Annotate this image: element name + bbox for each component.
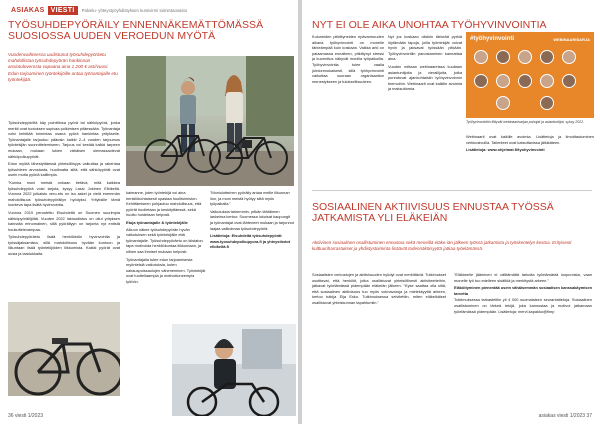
paragraph: Työsuhdepyöriltä käy pointtiinsa pyörä tai sähköpyörä, jonka merkit ovat tuotoksen sopivaa polkimisen pitäessään. Työnantaja voisi kehittää toimintaa osana pyörä hankintaa yritykselle. Työnantajalle tarjoutuu pääosin kaikki 2–4 vuoden tarjoumus työntekijän suunnittelemiseen. Tarjous voi kestää kaikki tarpeen mukaan, mukaan lukien vähäisen olemassaolevat sähköpolkupyörät. xyxy=(8,120,120,159)
paragraph: Alkuun näkee työsuhdepyörän hyvän vaikutuksen sekä työntekijälle että työnantajalle. Työsuhdepyöräetu on kiistaton tapa motivoida henkilökuntaa liikkumaan, ja siihen saa ihmiset mukaan helposti. xyxy=(126,226,203,254)
paragraph: Nyt jos koskaan olisikin tärkeää pyrkiä löytämään tapoja, joilla työntekijät voivat hyvin ja jaksavat työssään pitkään. Työhyvinvointiin panostaminen kannattaa aina. xyxy=(388,34,462,62)
subheading: Etuja työnantajalle & työntekijälle xyxy=(126,219,188,225)
page-number: 36 viesti 1/2023 xyxy=(8,413,44,419)
section-header xyxy=(8,6,187,15)
speaker-avatar xyxy=(496,50,510,64)
contact-info: Lisätietoja: www.ohjelmat.fi/tyohyvinvointi xyxy=(466,147,545,153)
section-subtitle: Palvelu- yhteystyöyhdistyksen kumivirmi toimintaosasto xyxy=(81,8,188,13)
speaker-avatar xyxy=(518,74,532,88)
speaker-avatar xyxy=(540,74,554,88)
poster-subtitle: WEBINAARISARJA xyxy=(553,37,590,42)
right-page xyxy=(302,0,600,424)
paragraph: Kuluneiden pitkittyneiden epävarmuuden aikana työhyvinvointi on monelle tärkeämpää kuin koskaan. Vaikka arki on palaamassa ennalleen, pitkittynyt stressi ja kuormitus näkyvät monilla työpaikoilla. Työhyvinvointia tulee vaalia johdonmukaisesti, sillä työhyvinvointi vaikuttaa suoraan organisaation menestykseen ja tuloksellisuuteen. xyxy=(312,34,384,84)
quote: "Moniulotteinen pyöräily antaa meille liikunnan ilon, ja moni meistä hyötyy siitä myös työpaikalla." xyxy=(210,190,290,207)
speaker-avatar xyxy=(474,74,488,88)
paragraph: kaimanne, joten työntekijä voi aina henkilökohtaisesti opastaa huolitoimiston. Kehittämiseen pohjautuu mahdollisuus, että pyörät huolletaan ja keskityttäessä, sekä huolto hoidetaan helposti. xyxy=(126,190,202,218)
speaker-avatar xyxy=(562,74,576,88)
article-column-3 xyxy=(466,134,594,155)
paragraph: Vuonna 2019 perustettu Elsuhdeitä on Suomen suurimpia sähköpyöräilijöitä. Vuoden 2022 lakiuudistus on ollut yrityksen kannalta erinomainen, sillä pyöräilyyn on tarjonta nyt entistä houkuttelevampaa. xyxy=(8,209,120,232)
speaker-avatar xyxy=(540,50,554,64)
speaker-avatar xyxy=(496,96,510,110)
cyclist-photo xyxy=(172,324,296,416)
webinar-poster xyxy=(466,32,594,118)
contact-info: Lisätietoja: Elsuhdeitä työsuhdepyörät www.tyosuhdepolkupyora.fi ja yhteystiedot elbikeitä.fi xyxy=(210,233,291,250)
article-lead-2: Aktiivinen sosiaalinen osallistuminen ennustaa sekä meneillä eläke-iän jälkeen työssä jatkamista ja työskentelyn kestoa. Erityisesti kulttuuriharrastukset ja yhdistystoiminta lisäävät todennäköisyyttä jatkaa työelämässä. xyxy=(312,240,572,251)
paragraph: Sosiaalisten verkostojen ja aktiivisuuden hyödyt ovat merkittäviä. Tutkimukset osoittavat, että henkilöt, jotka osallistuvat yhteisöllisesti aktiviteetteihin, jatkavat työelämässä pidempään eläkeiän jälkeen. "Kyse saattaa olla siitä, että sosiaalinen aktiivisuus tuo myös voimavaroja ja mielekkyyttä arkeen, kertoo tutkija Eija Esko. Tutkimuksessa selvitettiin, miten eläkeikäiset osallistuvat yhteiskunnan tapahtumiin." xyxy=(312,272,446,305)
page-number: asiakas viesti 1/2023 37 xyxy=(538,413,592,419)
bike-closeup-photo xyxy=(8,302,120,396)
article-column-3 xyxy=(210,190,294,252)
poster-title: #työhyvinvointi xyxy=(470,36,515,42)
article-title: NYT EI OLE AIKA UNOHTAA TYÖHYVINVOINTIA xyxy=(312,19,547,31)
article-column-1 xyxy=(312,34,384,86)
section-label-b: VIESTI xyxy=(48,6,78,15)
poster-caption: Työhyvinvointiin liittyvät webinaarisarjan puhujat ja asiantuntijat, syksy 2022. xyxy=(466,120,585,124)
paragraph: Edun myötä lähestyttäessä yhteisöllisyys vaikuttaa ja rakentaa työsuhteen arvostusta, huolimatta siitä, että sähköpyörät ovat usein muita pyöriä kalliimpia. xyxy=(8,161,120,178)
speaker-avatar xyxy=(562,50,576,64)
paragraph: Tutkimuksessa tarkasteltiin yli 4 000 suomalaisen seurantatietoja. Sosiaalinen osallistuminen on tärkeä tekijä, joka kannustaa ja motivoi jatkamaan työelämässä pidempään. Lisätietoja: mervi.kapakko@fimp xyxy=(454,297,592,314)
article-column-2 xyxy=(126,190,206,287)
article-title-2: SOSIAALINEN AKTIIVISUUS ENNUSTAA TYÖSSÄ JATKAMISTA YLI ELÄKEIÄN xyxy=(312,201,554,224)
paragraph: Webinaarit ovat kaikille avoimia. Lisätietoja ja ilmoittautuminen verkkosivuilla. Tallenteet ovat katsottavissa jälkikäteen. xyxy=(466,134,594,145)
article-title: TYÖSUHDEPYÖRÄILY ENNENNÄKEMÄTTÖMÄSSÄ SUOSIOSSA UUDEN VEROEDUN MYÖTÄ xyxy=(8,19,264,42)
subheading: Eläköityminen pienentää usein vähäisemmän sosiaalisen kanssakäymisen tarvetta xyxy=(454,285,592,296)
bicycles-photo xyxy=(126,56,294,186)
article-column-1 xyxy=(8,120,120,259)
left-page xyxy=(0,0,298,424)
paragraph: Vuoden mittaan webinaareissa kuullaan asiantuntijoita ja vierailijoita, jotka pureutuvat ajankohtaisiin työhyvinvoinnin teemoihin. Webinaarit ovat kaikille avoimia ja maksuttomia. xyxy=(388,63,462,92)
speaker-avatar xyxy=(474,50,488,64)
article-2-column-1 xyxy=(312,272,446,308)
paragraph: Vaikutuksia tarkemmin, pitkän tähtäimen laskelma kertoo: Suomessa lukuisat kaupungit ja työnantajat ovat lähteneet mukaan ja tarjonnut laajaa valikoimaa työsuhdepyöriä. xyxy=(210,208,294,231)
paragraph: Työnantajalla tulee edun tarjoamisesta myönteisiä vaikutuksia, kuten sairauspoissaolojen väheneminen. Työntekijät ovat tuotteliaampia ja motivoituneempia työhön. xyxy=(126,256,206,284)
speaker-avatar xyxy=(496,74,510,88)
article-column-2 xyxy=(388,34,462,94)
paragraph: Työsuhdepyöräetu lisää henkilöstön hyvinvointia ja työssäjaksamista, sillä mahdollisuus hyvään kuntoon ja liikuntaan lisää työntekijöiden liikkumista. Kaikki pyörät ovat uusia ja laadukkaita. xyxy=(8,234,120,257)
article-2-column-2 xyxy=(454,272,592,316)
divider xyxy=(312,190,592,191)
speaker-avatar xyxy=(518,50,532,64)
quote: "Eläkkeelle jääminen ei välttämättä tarkoita työelämästä luopumista, vaan monelle työ tuo edelleen sisältöä ja merkitystä arkeen." xyxy=(454,272,592,283)
section-label-a: ASIAKAS xyxy=(8,6,48,15)
paragraph: "Kuinka moni meistä onkaan tietävä, mitä kaikkea työsuhdepyörä voisi tarjota, kysyy Lassi Jokinen Elbikeltä. Vuonna 2022 julkaistu vero-etu on iso askel ja vielä enemmän mahdollisuus työsuhdepyöräilyn hyödyksi. Yrityksille tämä luonteva tapa lisätä hyvinvointia. xyxy=(8,179,120,208)
speaker-avatar xyxy=(540,96,554,110)
article-lead: Vuodenvaihteessa uudistunut työsuhdepyöräetu mahdollistaa työsuhdepyörän hankinnan ansiotuloverosta vapaana aina 1 200 € asti/vuosi. Edun tarjoaminen työntekijöille antaa työnantajalle etu työntekijää. xyxy=(8,52,118,82)
